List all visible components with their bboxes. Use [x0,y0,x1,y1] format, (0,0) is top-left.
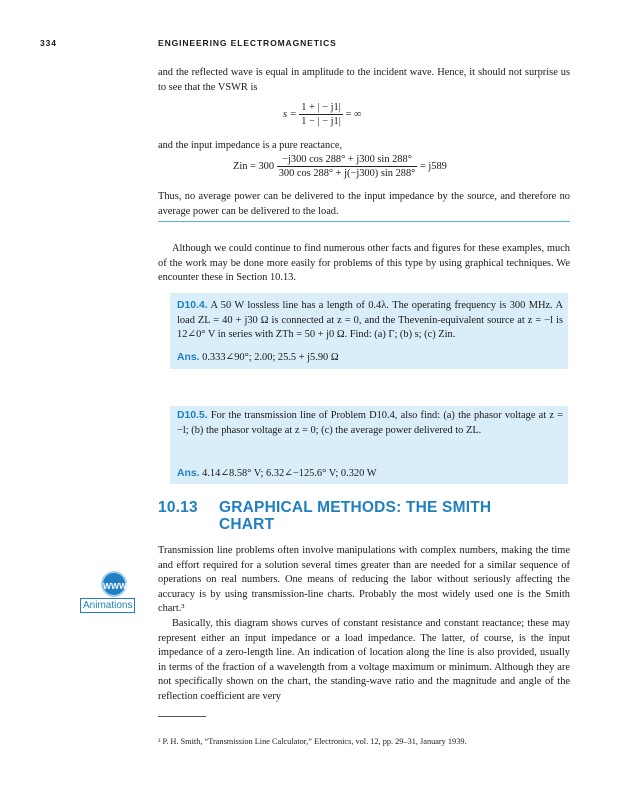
eq1-denominator: 1 − | − j1| [301,116,341,127]
drill-label: D10.4. [177,300,208,311]
drill-text: A 50 W lossless line has a length of 0.4λ. The operating frequency is 300 MHz. A load ZL = 40 + j30 Ω is connected at z = 0, and the Thevenin-equivalent source at z = −l is 12∠0° V in series with ZTh = 50 + j0 Ω. Find: (a) Γ; (b) s; (c) Zin. [177,300,563,341]
eq1-rhs: = ∞ [345,108,362,120]
paragraph-smith-intro: Transmission line problems often involve manipulations with complex numbers, making the time and effort required for a solution several times greater than are needed for a similar sequence of operations on real numbers. One means of reducing the labor without seriously affecting the accuracy is by using transmission-line charts. Probably the most widely used one is the Smith chart.³ [158,545,570,615]
drill-problem-d10-4 [170,293,568,369]
section-title-line2: CHART [219,516,275,533]
answer-text: 4.14∠8.58° V; 6.32∠−125.6° V; 0.320 W [202,468,377,479]
eq1-numerator: 1 + | − j1| [301,102,341,113]
section-separator-rule [158,221,570,222]
animations-link[interactable]: Animations [80,598,135,613]
eq2-numerator: −j300 cos 288° + j300 sin 288° [277,153,418,167]
www-globe-icon[interactable]: WWW [101,571,127,597]
equation-vswr [283,101,361,128]
paragraph-no-power: Thus, no average power can be delivered to the input impedance by the source, and therefore no average power can be delivered to the load. [158,191,570,217]
paragraph-reactance: and the input impedance is a pure reactance, [158,140,343,151]
paragraph-graphical-techniques: Although we could continue to find numerous other facts and figures for these examples, much of the work may be done more easily for problems of this type by using graphical techniques. We encounter these in Section 10.13. [158,243,570,284]
eq2-lhs: Zin = 300 [233,160,275,172]
footnote: ³ P. H. Smith, “Transmission Line Calculator,” Electronics, vol. 12, pp. 29–31, January 1939. [158,737,467,746]
eq2-rhs: = j589 [419,160,447,172]
book-title: ENGINEERING ELECTROMAGNETICS [158,38,337,48]
page-number: 334 [40,38,57,48]
answer-label: Ans. [177,352,200,363]
answer-text: 0.333∠90°; 2.00; 25.5 + j5.90 Ω [202,352,339,363]
answer-label: Ans. [177,468,200,479]
drill-text: For the transmission line of Problem D10.4, also find: (a) the phasor voltage at z = −l; (b) the phasor voltage at z = 0; (c) the average power delivered to ZL. [177,410,563,436]
equation-zin [233,153,447,180]
paragraph-vswr-intro: and the reflected wave is equal in amplitude to the incident wave. Hence, it should not surprise us to see that the VSWR is [158,67,570,93]
eq2-denominator: 300 cos 288° + j(−j300) sin 288° [278,168,416,179]
drill-problem-d10-5 [170,406,568,484]
eq1-fraction [299,101,343,128]
eq2-fraction [277,153,418,180]
drill-label: D10.5. [177,410,208,421]
section-title-line1: GRAPHICAL METHODS: THE SMITH [219,499,492,516]
footnote-rule [158,716,206,717]
section-number: 10.13 [158,499,198,516]
eq1-lhs: s = [283,108,297,120]
paragraph-smith-curves: Basically, this diagram shows curves of constant resistance and constant reactance; these may represent either an input impedance or a load impedance. The latter, of course, is the input impedance of a zero-length line. An indication of location along the line is also provided, usually in terms of the fraction of a wavelength from a voltage maximum or minimum. Although they are not specifically shown on the chart, the standing-wave ratio and the magnitude and angle of the reflection coefficient are very [158,618,570,702]
